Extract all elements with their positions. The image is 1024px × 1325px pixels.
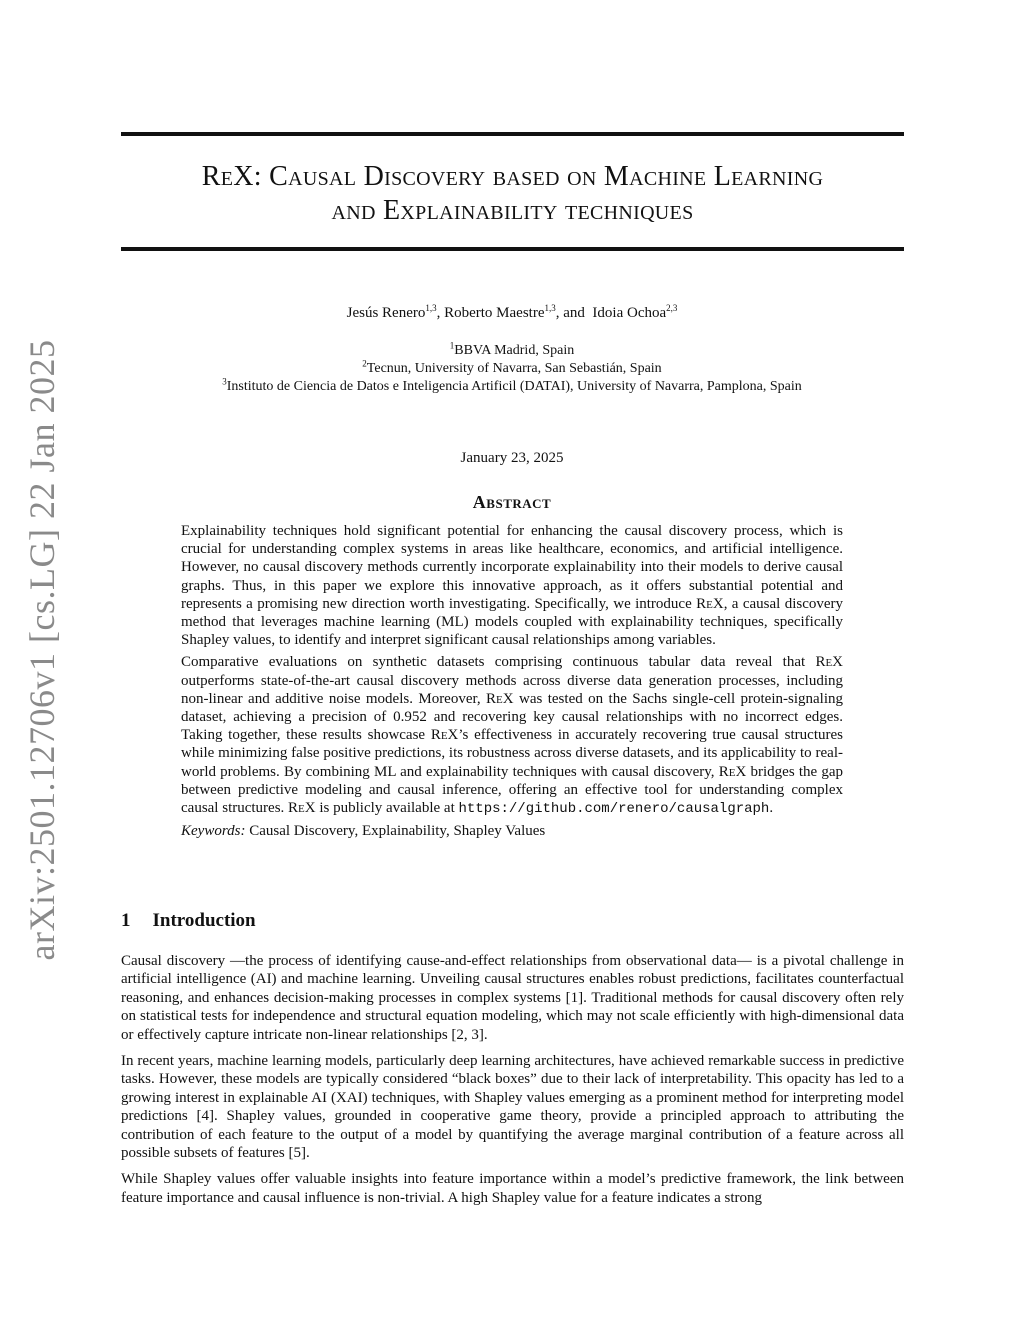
affiliation-text: BBVA Madrid, Spain — [454, 343, 575, 358]
author-affil-marker: 1,3 — [425, 303, 437, 313]
method-name: ReX — [696, 595, 724, 612]
arxiv-identifier: arXiv:2501.12706v1 [cs.LG] 22 Jan 2025 — [22, 339, 62, 961]
method-name: ReX — [430, 727, 459, 744]
method-name: ReX — [288, 800, 316, 817]
abstract-heading: Abstract — [472, 492, 552, 512]
repository-link[interactable]: https://github.com/renero/causalgraph — [458, 801, 770, 818]
title-rule-top — [121, 132, 904, 136]
method-name: ReX — [718, 763, 747, 780]
affiliation-item — [0, 342, 1024, 360]
abstract-text: , a causal discovery method that leverages machine learning (ML) models coupled with explainability techniques, specifically Shapley values, to identify and interpret significant causal relationships among variables. — [181, 595, 844, 649]
affiliation-marker: 1 — [449, 340, 455, 351]
body-paragraph: While Shapley values offer valuable insights into feature importance within a model’s predictive framework, the link between feature importance and causal influence is non-trivial. A high Shapley value for a feature indicates a strong — [121, 1171, 904, 1206]
affiliation-item — [0, 360, 1024, 378]
keywords-list: Causal Discovery, Explainability, Shapley Values — [245, 823, 546, 840]
author-affil-marker: 2,3 — [666, 303, 678, 313]
body-paragraph: In recent years, machine learning models, particularly deep learning architectures, have achieved remarkable success in predictive tasks. However, these models are typically considered “black boxes” due to their lack of interpretability. This opacity has led to a growing interest in explainable AI (XAI) techniques, with Shapley values emerging as a prominent method for interpreting model predictions [4]. Shapley values, grounded in cooperative game theory, provide a principled approach to attributing the contribution of each feature to the output of a model by quantifying the average marginal contribution of a feature across all possible subsets of features [5]. — [121, 1053, 904, 1162]
abstract-text: . — [769, 800, 774, 817]
affiliation-item — [0, 378, 1024, 396]
paper-date: January 23, 2025 — [460, 450, 564, 466]
introduction-body — [121, 952, 904, 1215]
affiliation-list — [0, 342, 1024, 396]
title-rule-bottom — [121, 247, 904, 251]
abstract-text: was tested on the Sachs single-cell protein-signaling dataset, achieving a precision of 0.952 and recovering key causal relationships with no incorrect edges. Taking together, these results showcase — [181, 690, 843, 744]
section-title: Introduction — [152, 910, 256, 931]
abstract-text: ’s effectiveness in accurately recovering true causal structures while minimizing false positive predictions, its robustness across diverse datasets, and its applicability to real-world problems. By combining ML and explainability techniques with causal discovery, — [181, 727, 843, 780]
section-heading — [121, 910, 256, 932]
title-line-2: and Explainability techniques — [331, 195, 694, 226]
paper-title — [121, 160, 904, 228]
abstract-body — [181, 522, 843, 840]
author-name: Roberto Maestre — [444, 305, 545, 321]
abstract-paragraph-1 — [181, 522, 843, 649]
keywords-label: Keywords: — [181, 823, 246, 840]
method-name: ReX — [815, 654, 843, 671]
section-number: 1 — [121, 910, 131, 931]
title-line-1: ReX: Causal Discovery based on Machine Learning — [201, 161, 824, 192]
abstract-text: outperforms state-of-the-art causal discovery methods across diverse data generation processes, including non-linear and additive noise models. Moreover, — [181, 672, 843, 707]
author-name: Jesús Renero — [346, 305, 426, 321]
author-affil-marker: 1,3 — [544, 303, 556, 313]
affiliation-marker: 2 — [362, 358, 367, 369]
affiliation-text: Instituto de Ciencia de Datos e Inteligencia Artificil (DATAI), University of Navarra, Pamplona, Spain — [226, 379, 802, 394]
abstract-paragraph-2 — [181, 653, 843, 818]
author-separator: , and — [555, 305, 593, 321]
abstract-text: Comparative evaluations on synthetic datasets comprising continuous tabular data reveal that — [181, 654, 816, 671]
abstract-text: Explainability techniques hold significant potential for enhancing the causal discovery process, which is crucial for understanding complex systems in areas like healthcare, economics, and artificial intelligence. However, no causal discovery methods currently incorporate explainability into their models to derive causal graphs. Thus, in this paper we explore this innovative approach, as it offers substantial potential and represents a promising new direction worth investigating. Specifically, we introduce — [181, 523, 843, 612]
method-name: ReX — [486, 690, 514, 707]
body-paragraph: Causal discovery —the process of identifying cause-and-effect relationships from observational data— is a pivotal challenge in artificial intelligence (AI) and machine learning. Unveiling causal structures enables robust predictions, facilitates counterfactual reasoning, and enhances decision-making processes in complex systems [1]. Traditional methods for causal discovery often rely on statistical tests for independence and structural equation modeling, which may not scale efficiently with high-dimensional data or effectively capture intricate non-linear relationships [2, 3]. — [121, 953, 904, 1043]
author-name: Idoia Ochoa — [592, 305, 667, 321]
affiliation-marker: 3 — [222, 376, 227, 387]
affiliation-text: Tecnun, University of Navarra, San Sebastián, Spain — [366, 361, 662, 376]
keywords — [181, 822, 843, 840]
author-separator: , — [436, 305, 445, 321]
abstract-text: is publicly available at — [315, 800, 459, 817]
abstract-text: bridges the gap between predictive modeling and causal inference, offering an effective tool for understanding complex causal structures. — [181, 763, 844, 817]
author-list — [0, 305, 1024, 322]
